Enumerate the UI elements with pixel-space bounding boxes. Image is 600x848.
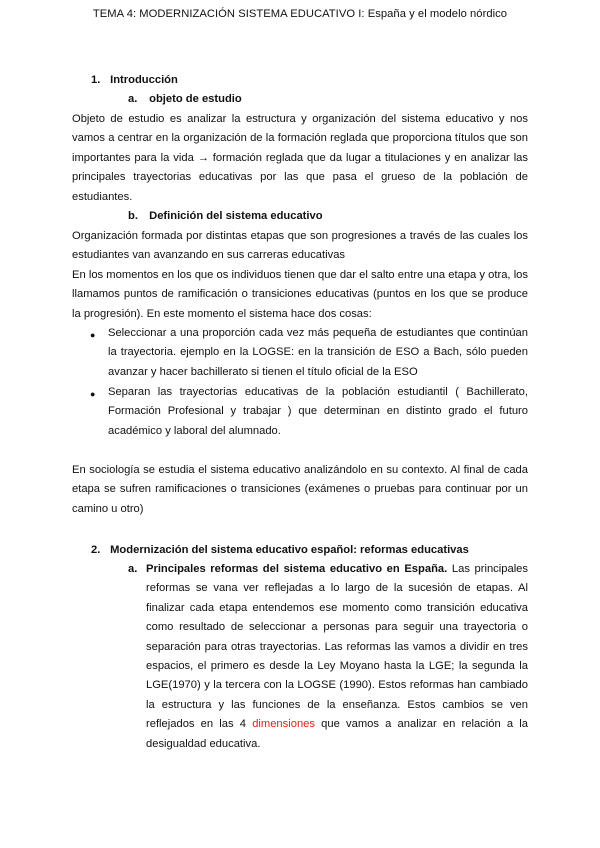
subsection-1b-title: Definición del sistema educativo [149, 210, 323, 222]
section-1-number: 1. [91, 74, 101, 86]
section-1-heading [91, 71, 178, 90]
section-1-title: Introducción [110, 74, 178, 86]
bullet-item-2: Separan las trayectorias educativas de la población estudiantil ( Bachillerato, Formación Profesional y trabajar ) que determinan en distinto grado el futuro académico y laboral del alumnado. [108, 386, 528, 437]
dimensiones-highlight: dimensiones [252, 718, 315, 731]
subsection-1b-heading [128, 207, 323, 226]
subsection-2a-title: Principales reformas del sistema educativo en España. [146, 563, 448, 575]
bullet-item-1: Seleccionar a una proporción cada vez más pequeña de estudiantes que continúan la trayectoria. ejemplo en la LOGSE: en la transición de ESO a Bach, sólo pueden avanzar y hacer bachillerato si tienen el título oficial de la ESO [108, 327, 528, 378]
bullet-marker: ● [90, 389, 96, 399]
subsection-2a-letter: a. [128, 563, 138, 575]
subsection-1a-title: objeto de estudio [149, 93, 242, 105]
paragraph-reformas [146, 560, 528, 754]
paragraph-objeto: Objeto de estudio es analizar la estructura y organización del sistema educativo y nos vamos a centrar en la organización de la formación reglada que proporciona títulos que son importantes para la vida → formación reglada que da lugar a titulaciones y en analizar las principales trayectorias educativas por las que pasa el grueso de la población de estudiantes. [72, 113, 528, 203]
subsection-1a-letter: a. [128, 93, 138, 105]
bullet-marker: ● [90, 330, 96, 340]
subsection-1a-heading [128, 90, 242, 109]
reformas-text-after: que vamos a analizar en relación a la desigualdad educativa. [146, 718, 528, 750]
document-header: TEMA 4: MODERNIZACIÓN SISTEMA EDUCATIVO I: España y el modelo nórdico [92, 8, 508, 20]
subsection-1b-letter: b. [128, 210, 138, 222]
paragraph-sociologia: En sociología se estudia el sistema educativo analizándolo en su contexto. Al final de cada etapa se sufren ramificaciones o transiciones (exámenes o pruebas para continuar por un camino u otro) [72, 464, 528, 515]
section-2-title: Modernización del sistema educativo español: reformas educativas [110, 544, 469, 556]
section-2-number: 2. [91, 544, 101, 556]
reformas-text-before: Las principales reformas se vana ver reflejadas a lo largo de la sucesión de etapas. Al finalizar cada etapa entendemos ese momento como transición educativa como resultado de seleccionar a personas para seguir una trayectoria o separación para otras trayectorias. Las reformas las vamos a dividir en tres espacios, el primero es desde la Ley Moyano hasta la LGE; la segunda la LGE(1970) y la tercera con la LOGSE (1990). Estos reformas han cambiado la estructura y las funciones de la enseñanza. Estos cambios se ven reflejados en las 4 [146, 563, 529, 731]
paragraph-definicion-1: Organización formada por distintas etapas que son progresiones a través de las cuales los estudiantes van avanzando en sus carreras educativas [72, 230, 528, 262]
section-2-heading [91, 541, 469, 560]
paragraph-definicion-2: En los momentos en los que os individuos tienen que dar el salto entre una etapa y otra, los llamamos puntos de ramificación o transiciones educativas (puntos en los que se produce la progresión). En este momento el sistema hace dos cosas: [72, 269, 528, 320]
